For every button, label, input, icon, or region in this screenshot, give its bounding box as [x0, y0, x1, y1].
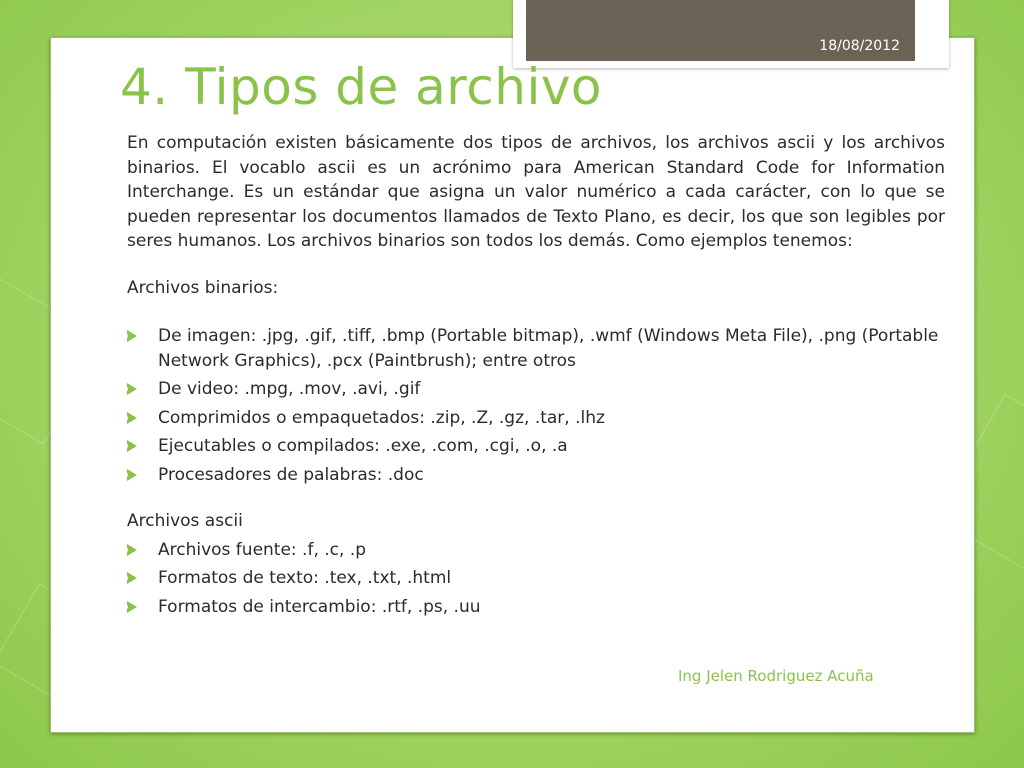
slide-title: 4. Tipos de archivo — [120, 58, 603, 116]
list-item — [127, 434, 945, 459]
list-item-text: Procesadores de palabras: .doc — [158, 464, 424, 485]
binary-heading: Archivos binarios: — [127, 277, 279, 298]
bullet-arrow-icon — [127, 383, 137, 395]
list-item-text: Formatos de intercambio: .rtf, .ps, .uu — [158, 596, 481, 617]
binary-list — [127, 324, 945, 487]
intro-paragraph: En computación existen básicamente dos tipos de archivos, los archivos ascii y los archivos binarios. El vocablo ascii es un acrónimo para American Standard Code for Information Interchange. Es un estándar que asigna un valor numérico a cada carácter, con lo que se pueden representar los documentos llamados de Texto Plano, es decir, los que son legibles por seres humanos. Los archivos binarios son todos los demás. Como ejemplos tenemos: — [127, 133, 945, 251]
list-item-text: De video: .mpg, .mov, .avi, .gif — [158, 379, 421, 399]
list-item-text: Ejecutables o compilados: .exe, .com, .cgi, .o, .a — [158, 436, 568, 456]
slide-content — [127, 131, 945, 623]
list-item — [127, 566, 945, 591]
bullet-arrow-icon — [127, 601, 137, 613]
list-item-text: Comprimidos o empaquetados: .zip, .Z, .gz, .tar, .lhz — [158, 407, 605, 428]
list-item-text: De imagen: .jpg, .gif, .tiff, .bmp (Portable bitmap), .wmf (Windows Meta File), .png (Portable Network Graphics), .pcx (Paintbrush); entre otros — [158, 326, 939, 371]
list-item-text: Archivos fuente: .f, .c, .p — [158, 539, 367, 560]
ascii-list — [127, 538, 945, 620]
ascii-heading: Archivos ascii — [127, 511, 243, 531]
bullet-arrow-icon — [127, 572, 137, 584]
list-item — [127, 377, 945, 402]
list-item — [127, 595, 945, 620]
bullet-arrow-icon — [127, 440, 137, 452]
list-item — [127, 538, 945, 563]
list-item — [127, 406, 945, 431]
bullet-arrow-icon — [127, 544, 137, 556]
bullet-arrow-icon — [127, 412, 137, 424]
bullet-arrow-icon — [127, 469, 137, 481]
list-item-text: Formatos de texto: .tex, .txt, .html — [158, 568, 452, 588]
list-item — [127, 324, 945, 373]
list-item — [127, 463, 945, 488]
slide-footer-author: Ing Jelen Rodriguez Acuña — [678, 667, 874, 685]
slide-date: 18/08/2012 — [819, 38, 900, 54]
bullet-arrow-icon — [127, 330, 137, 342]
